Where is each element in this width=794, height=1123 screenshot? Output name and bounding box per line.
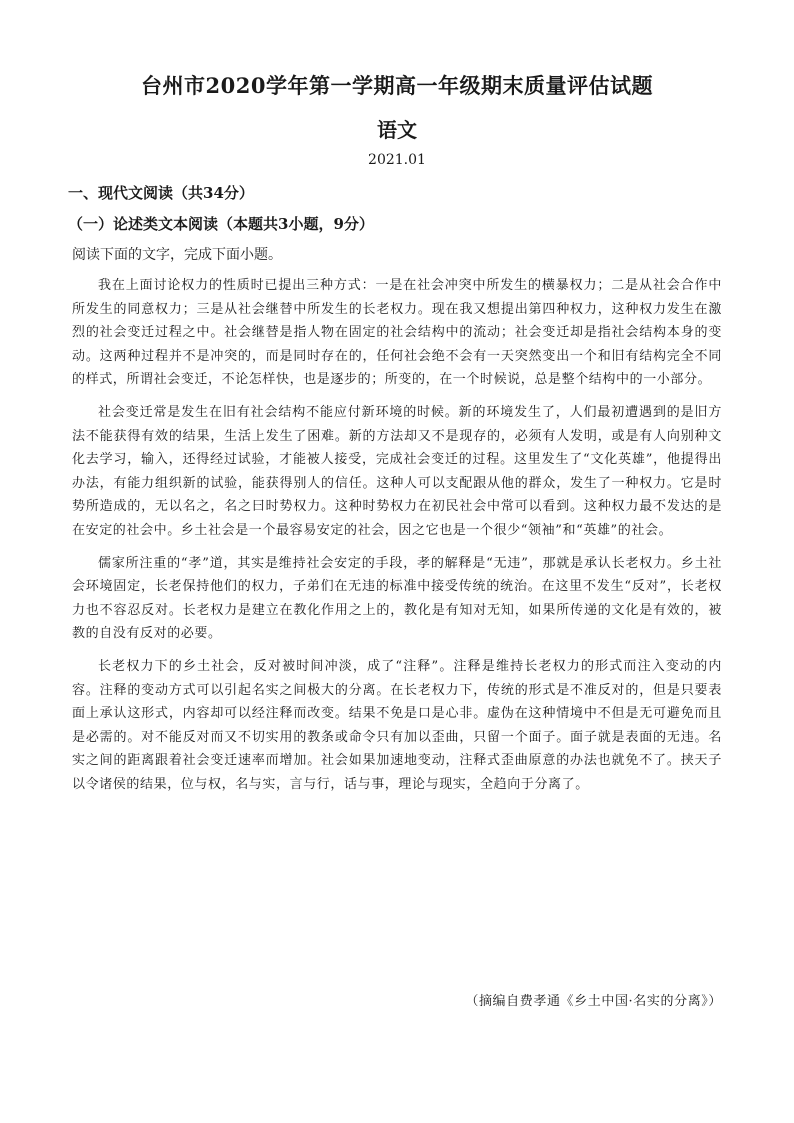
section-heading: 一、现代文阅读（共34分） [68,184,254,202]
passage-paragraph-4: 长老权力下的乡土社会，反对被时间冲淡，成了“注释”。注释是维持长老权力的形式而注入变动的内容。注释的变动方式可以引起名实之间极大的分离。在长老权力下，传统的形式是不准反对的，但是只要表面上承认这形式，内容却可以经注释而改变。结果不免是口是心非。虚伪在这种情境中不但是无可避免而且是必需的。对不能反对而又不切实用的教条或命令只有加以歪曲，只留一个面子。面子就是表面的无违。名实之间的距离跟着社会变迁速率而增加。社会如果加速地变动，注释式歪曲原意的办法也就免不了。挟天子以令诸侯的结果，位与权，名与实，言与行，话与事，理论与现实，全趋向于分离了。 [72,658,722,792]
exam-date: 2021.01 [368,152,426,168]
subject-title: 语文 [377,118,417,142]
reading-passage [72,274,722,805]
passage-paragraph-1: 我在上面讨论权力的性质时已提出三种方式：一是在社会冲突中所发生的横暴权力；二是从社会合作中所发生的同意权力；三是从社会继替中所发生的长老权力。现在我又想提出第四种权力，这种权力发生在激烈的社会变迁过程之中。社会继替是指人物在固定的社会结构中的流动；社会变迁却是指社会结构本身的变动。这两种过程并不是冲突的，而是同时存在的，任何社会绝不会有一天突然变出一个和旧有结构完全不同的样式，所谓社会变迁，不论怎样快，也是逐步的；所变的，在一个时候说，总是整个结构中的一小部分。 [72,278,722,388]
reading-instruction: 阅读下面的文字，完成下面小题。 [72,247,282,263]
subsection-heading: （一）论述类文本阅读（本题共3小题，9分） [68,215,374,233]
exam-title: 台州市2020学年第一学期高一年级期末质量评估试题 [141,73,653,98]
passage-paragraph-2: 社会变迁常是发生在旧有社会结构不能应付新环境的时候。新的环境发生了，人们最初遭遇到的是旧方法不能获得有效的结果，生活上发生了困难。新的方法却又不是现存的，必须有人发明，或是有人向别种文化去学习，输入，还得经过试验，才能被人接受，完成社会变迁的过程。这里发生了“文化英雄”，他提得出办法，有能力组织新的试验，能获得别人的信任。这种人可以支配跟从他的群众，发生了一种权力。它是时势所造成的，无以名之，名之曰时势权力。这种时势权力在初民社会中常可以看到。这种权力最不发达的是在安定的社会中。乡土社会是一个最容易安定的社会，因之它也是一个很少“领袖”和“英雄”的社会。 [72,404,722,538]
passage-citation: （摘编自费孝通《乡土中国·名实的分离》） [465,994,722,1009]
passage-paragraph-3: 儒家所注重的“孝”道，其实是维持社会安定的手段，孝的解释是“无违”，那就是承认长老权力。乡土社会环境固定，长老保持他们的权力，子弟们在无违的标准中接受传统的统治。在这里不发生“反对”，长老权力也不容忍反对。长老权力是建立在教化作用之上的，教化是有知对无知，如果所传递的文化是有效的，被教的自没有反对的必要。 [72,555,722,642]
